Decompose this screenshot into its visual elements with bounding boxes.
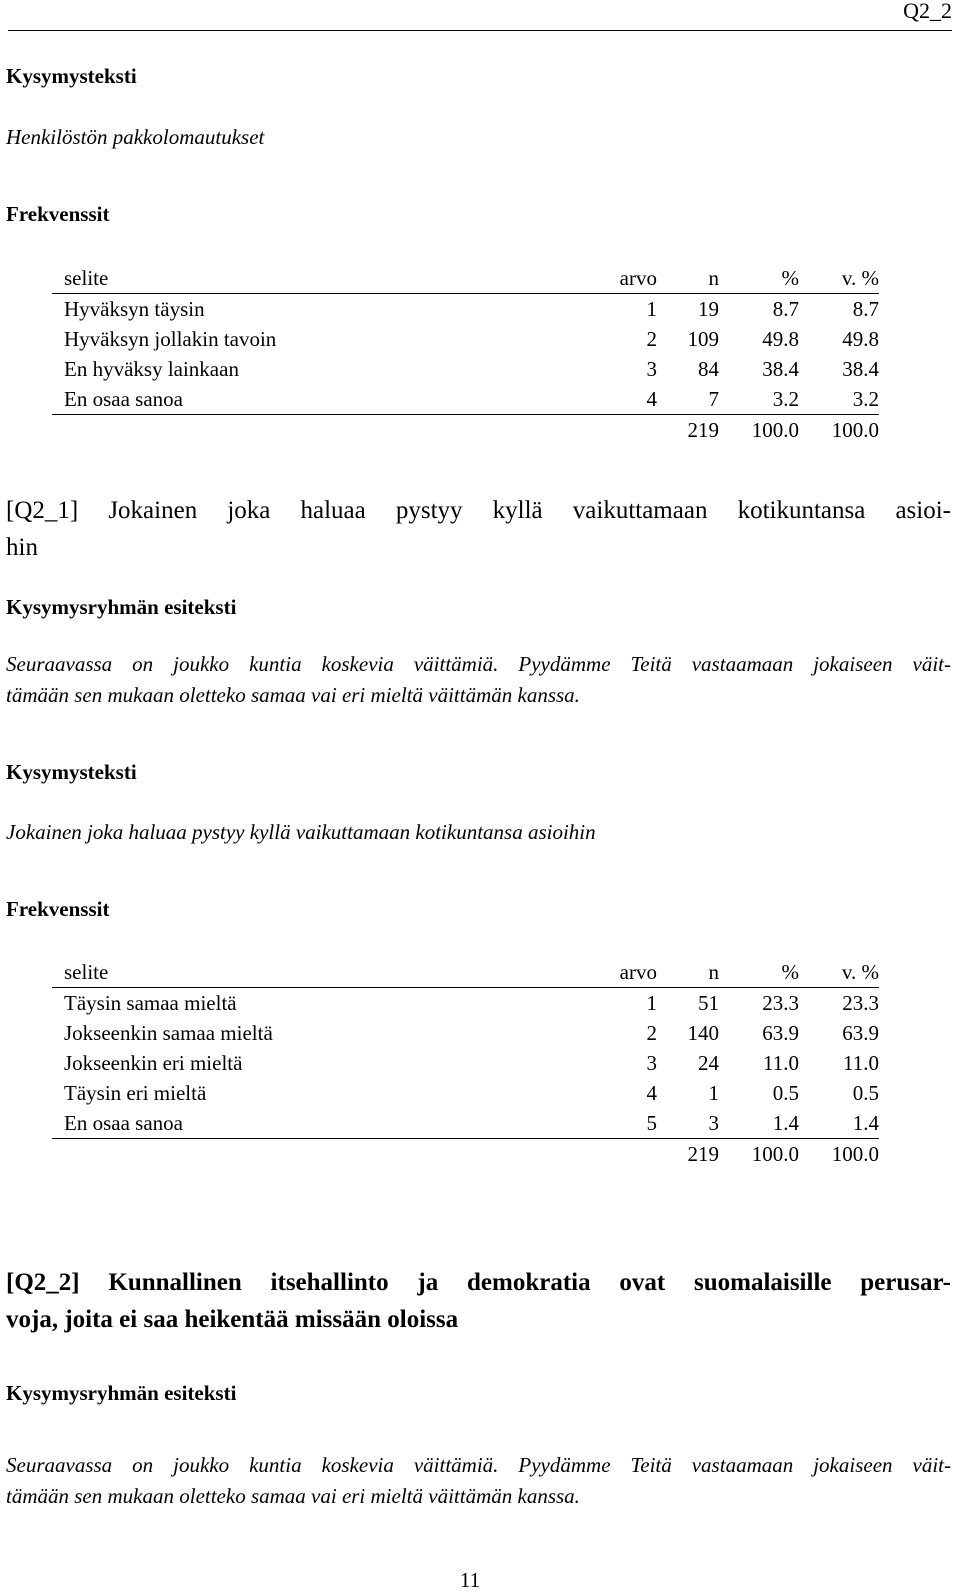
question-title-line: [Q2_1] Jokainen joka haluaa pystyy kyllä vaikuttamaan kotikuntansa asioi-: [6, 497, 951, 524]
table-cell: En osaa sanoa: [52, 1108, 604, 1139]
table-cell: 49.8: [762, 327, 799, 351]
table-cell: 38.4: [762, 357, 799, 381]
table-cell: 24: [698, 1051, 719, 1075]
table-row: [52, 324, 879, 354]
table-cell: 5: [604, 1108, 657, 1139]
table-cell: 100.0: [751, 418, 799, 442]
table-cell: 3: [646, 1051, 657, 1075]
group-intro-line: Seuraavassa on joukko kuntia koskevia väittämiä. Pyydämme Teitä vastaamaan jokaiseen väit-: [6, 1453, 951, 1477]
column-header: v. %: [799, 957, 879, 988]
question-title-line: voja, joita ei saa heikentää missään oloissa: [6, 1306, 459, 1333]
table-cell: 100.0: [831, 418, 879, 442]
question-text-label: Kysymysteksti: [6, 64, 137, 88]
table-row: [52, 1048, 879, 1078]
column-header: %: [719, 957, 799, 988]
table-header-row: [52, 263, 879, 294]
table-cell: 19: [698, 297, 719, 321]
table-cell: 51: [698, 991, 719, 1015]
table-cell: 0.5: [772, 1081, 799, 1105]
group-intro-label: Kysymysryhmän esiteksti: [6, 595, 237, 619]
table-cell: 109: [687, 327, 719, 351]
group-intro-line: Seuraavassa on joukko kuntia koskevia väittämiä. Pyydämme Teitä vastaamaan jokaiseen väit-: [6, 652, 951, 676]
page-number: 11: [459, 1568, 481, 1592]
table-header-row: [52, 957, 879, 988]
question-title-line: hin: [6, 534, 38, 561]
table-row: [52, 988, 879, 1019]
table-cell: Jokseenkin eri mieltä: [64, 1051, 243, 1075]
table-total-row: [52, 415, 879, 446]
frequencies-label: Frekvenssit: [6, 202, 110, 226]
frequency-table: [52, 957, 879, 1169]
table-cell: [52, 415, 604, 446]
table-total-row: [52, 1139, 879, 1170]
table-cell: 1.4: [799, 1108, 879, 1139]
table-cell: [604, 415, 657, 446]
table-cell: 3: [657, 1108, 719, 1139]
question-title-line: [Q2_2] Kunnallinen itsehallinto ja demokratia ovat suomalaisille perusar-: [6, 1269, 951, 1296]
table-cell: 11.0: [843, 1051, 879, 1075]
table-cell: 23.3: [842, 991, 879, 1015]
table-cell: [52, 1139, 604, 1170]
table-cell: 4: [604, 384, 657, 415]
table-cell: 1: [646, 297, 657, 321]
table-cell: Hyväksyn täysin: [64, 297, 205, 321]
table-cell: 4: [646, 1081, 657, 1105]
table-cell: 3: [646, 357, 657, 381]
table-cell: Jokseenkin samaa mieltä: [64, 1021, 273, 1045]
column-header: n: [657, 263, 719, 294]
table-cell: 1: [646, 991, 657, 1015]
column-header: n: [657, 957, 719, 988]
table-cell: Hyväksyn jollakin tavoin: [64, 327, 277, 351]
group-intro-line: tämään sen mukaan oletteko samaa vai eri mieltä väittämän kanssa.: [6, 1484, 580, 1508]
table-cell: Täysin eri mieltä: [64, 1081, 207, 1105]
column-header: %: [719, 263, 799, 294]
frequency-table: [52, 263, 879, 445]
group-intro-label: Kysymysryhmän esiteksti: [6, 1381, 237, 1405]
table-cell: 219: [687, 1142, 719, 1166]
table-cell: 7: [657, 384, 719, 415]
table-row: [52, 1108, 879, 1139]
table-cell: 8.7: [772, 297, 799, 321]
table-cell: 38.4: [842, 357, 879, 381]
table-cell: 100.0: [831, 1142, 879, 1166]
table-cell: 84: [698, 357, 719, 381]
running-header: [8, 0, 952, 31]
group-intro-text: [6, 649, 951, 711]
table-cell: 11.0: [763, 1051, 799, 1075]
table-cell: 63.9: [842, 1021, 879, 1045]
group-intro-line: tämään sen mukaan oletteko samaa vai eri mieltä väittämän kanssa.: [6, 683, 580, 707]
column-header: v. %: [799, 263, 879, 294]
table-cell: 8.7: [852, 297, 879, 321]
question-text: Henkilöstön pakkolomautukset: [6, 125, 265, 149]
column-header: selite: [52, 263, 604, 294]
running-header-label: Q2_2: [903, 0, 952, 23]
table-cell: 140: [687, 1021, 719, 1045]
question-text: Jokainen joka haluaa pystyy kyllä vaikuttamaan kotikuntansa asioihin: [6, 820, 596, 844]
table-cell: 100.0: [751, 1142, 799, 1166]
question-title: [6, 492, 951, 566]
table-cell: En hyväksy lainkaan: [64, 357, 239, 381]
table-cell: 49.8: [842, 327, 879, 351]
table-cell: [604, 1139, 657, 1170]
table-row: [52, 1078, 879, 1108]
table-cell: 219: [687, 418, 719, 442]
table-row: [52, 294, 879, 325]
table-cell: Täysin samaa mieltä: [64, 991, 237, 1015]
table-cell: 2: [646, 1021, 657, 1045]
column-header: arvo: [604, 957, 657, 988]
table-cell: 1.4: [719, 1108, 799, 1139]
frequencies-label: Frekvenssit: [6, 897, 110, 921]
table-cell: 2: [646, 327, 657, 351]
table-cell: 3.2: [799, 384, 879, 415]
table-cell: 23.3: [762, 991, 799, 1015]
table-row: [52, 384, 879, 415]
question-text-label: Kysymysteksti: [6, 760, 137, 784]
table-cell: 63.9: [762, 1021, 799, 1045]
column-header: selite: [52, 957, 604, 988]
group-intro-text: [6, 1450, 951, 1512]
table-row: [52, 1018, 879, 1048]
table-cell: 0.5: [852, 1081, 879, 1105]
column-header: arvo: [604, 263, 657, 294]
table-cell: 3.2: [719, 384, 799, 415]
question-title: [6, 1264, 951, 1338]
table-cell: En osaa sanoa: [52, 384, 604, 415]
table-row: [52, 354, 879, 384]
table-cell: 1: [708, 1081, 719, 1105]
